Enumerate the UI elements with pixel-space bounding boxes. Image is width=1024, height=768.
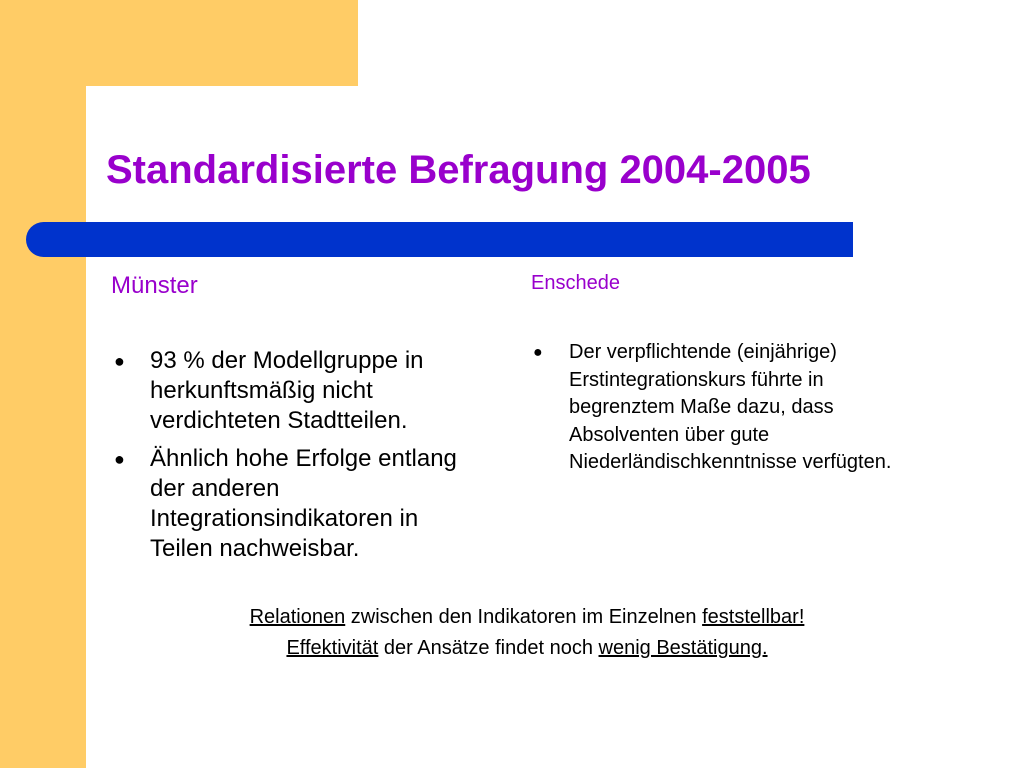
left-accent-band [0,0,86,768]
footer-underlined-text: wenig Bestätigung. [598,637,768,659]
left-bullet-item [112,444,482,564]
bullet-dot-icon: ● [114,351,125,371]
top-accent-band [0,0,358,86]
footer-text: der Ansätze findet noch [378,637,599,659]
right-column-bullets [531,339,931,477]
summary-footer [90,602,964,664]
footer-underlined-text: feststellbar! [702,606,805,628]
bullet-dot-icon: ● [533,344,543,361]
footer-text: zwischen den Indikatoren im Einzelnen [345,606,703,628]
right-bullet-text: Der verpflichtende (einjährige) Erstintegrationskurs führte in begrenztem Maße dazu, dass Absolventen über gute Niederländischkenntnisse verfügten. [569,341,892,473]
summary-line-1 [90,602,964,633]
left-column-heading: Münster [111,272,198,299]
slide-title: Standardisierte Befragung 2004-2005 [106,148,811,192]
right-bullet-item [531,339,931,477]
left-bullet-text: Ähnlich hohe Erfolge entlang der anderen Integrationsindikatoren in Teilen nachweisbar. [150,445,457,562]
summary-line-2 [90,633,964,664]
bullet-dot-icon: ● [114,449,125,469]
footer-underlined-text: Effektivität [286,637,379,659]
right-column-heading: Enschede [531,272,620,294]
left-column-bullets [112,346,482,572]
footer-underlined-text: Relationen [249,606,346,628]
left-bullet-text: 93 % der Modellgruppe in herkunftsmäßig nicht verdichteten Stadtteilen. [150,347,424,434]
title-underline-bar [26,222,853,257]
left-bullet-item [112,346,482,436]
